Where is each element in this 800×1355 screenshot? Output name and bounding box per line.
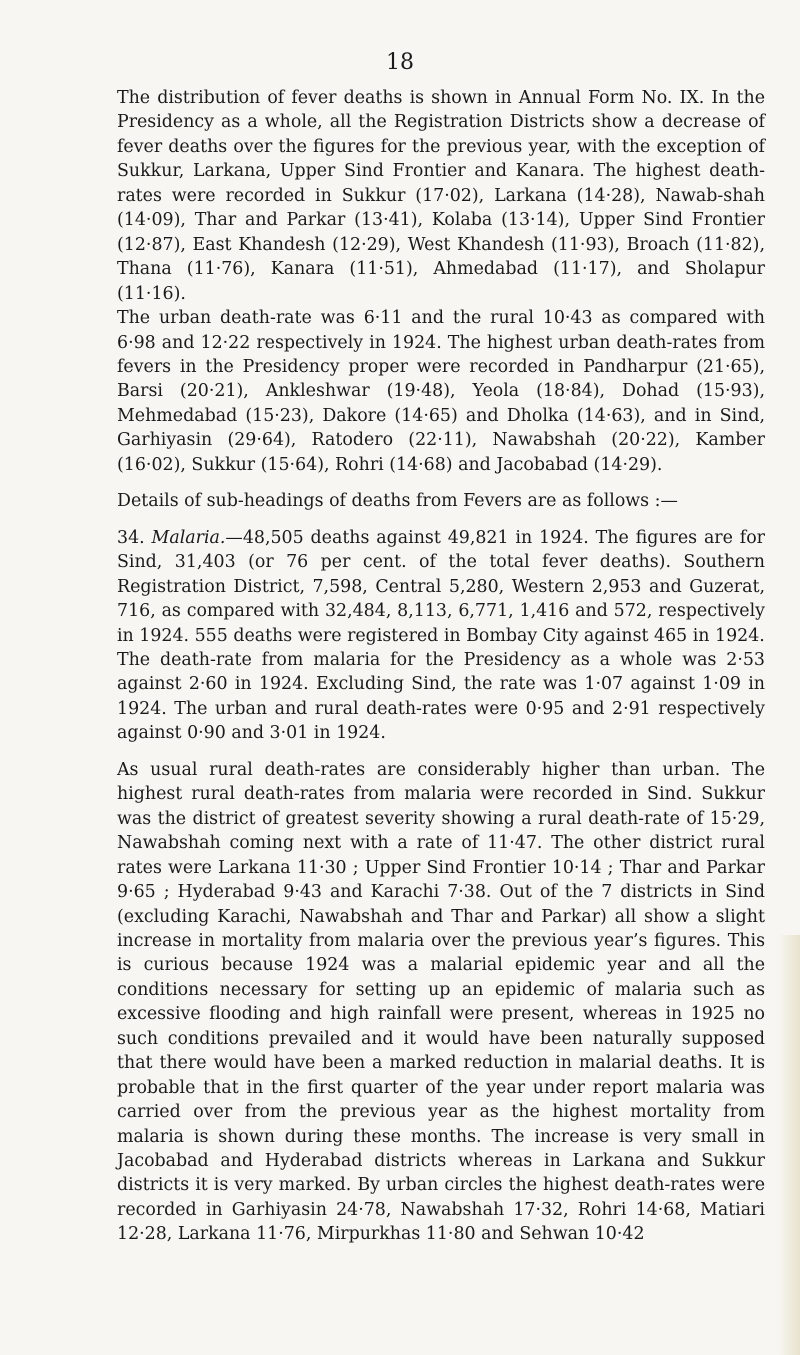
- report-body: [117, 86, 765, 1247]
- paragraph-fever-distribution: The distribution of fever deaths is shown in Annual Form No. IX. In the Presidency as a whole, all the Registration Districts show a decrease of fever deaths over the figures for the previous year, with the exception of Sukkur, Larkana, Upper Sind Frontier and Kanara. The highest death-rates were recorded in Sukkur (17·02), Larkana (14·28), Nawab-shah (14·09), Thar and Parkar (13·41), Kolaba (13·14), Upper Sind Frontier (12·87), East Khandesh (12·29), West Khandesh (11·93), Broach (11·82), Thana (11·76), Kanara (11·51), Ahmedabad (11·17), and Sholapur (11·16).: [117, 88, 765, 304]
- paragraph-malaria-death-rate: The death-rate from malaria for the Presidency as a whole was 2·53 against 2·60 in 1924. Excluding Sind, the rate was 1·07 against 1·09 in 1924. The urban and rural death-rates were 0·95 and 2·91 respectively against 0·90 and 3·01 in 1924.: [117, 649, 765, 744]
- malaria-heading: Malaria.: [151, 527, 226, 548]
- section-number: 34.: [117, 527, 145, 548]
- paragraph-rural-rates: As usual rural death-rates are considerably higher than urban. The highest rural death-rates from malaria were recorded in Sind. Sukkur was the district of greatest severity showing a rural death-rate of 15·29, Nawabshah coming next with a rate of 11·47. The other district rural rates were Larkana 11·30 ; Upper Sind Frontier 10·14 ; Thar and Parkar 9·65 ; Hyderabad 9·43 and Karachi 7·38. Out of the 7 districts in Sind (excluding Karachi, Nawabshah and Thar and Parkar) all show a slight increase in mortality from malaria over the previous year’s figures. This is curious because 1924 was a malarial epidemic year and all the conditions necessary for setting up an epidemic of malaria such as excessive flooding and high rainfall were present, whereas in 1925 no such conditions prevailed and it would have been naturally supposed that there would have been a marked reduction in malarial deaths. It is probable that in the first quarter of the year under report malaria was carried over from the previous year as the highest mortality from malaria is shown during these months. The increase is very small in Jacobabad and Hyderabad districts whereas in Larkana and Sukkur districts it is very marked. By urban circles the highest death-rates were recorded in Garhiyasin 24·78, Nawabshah 17·32, Rohri 14·68, Matiari 12·28, Larkana 11·76, Mirpurkhas 11·80 and Sehwan 10·42: [117, 759, 765, 1245]
- malaria-text: —48,505 deaths against 49,821 in 1924. The figures are for Sind, 31,403 (or 76 per cent. of the total fever deaths). Southern Registration District, 7,598, Central 5,280, Western 2,953 and Guzerat, 716, as compared with 32,484, 8,113, 6,771, 1,416 and 572, respectively in 1924. 555 deaths were registered in Bombay City against 465 in 1924.: [117, 527, 765, 646]
- paragraph-malaria: [117, 526, 765, 648]
- page-number: 18: [386, 50, 414, 75]
- paragraph-subheadings-intro: Details of sub-headings of deaths from Fevers are as follows :—: [117, 491, 678, 512]
- page-edge-shadow: [778, 935, 800, 1355]
- paragraph-urban-rural-rates: The urban death-rate was 6·11 and the rural 10·43 as compared with 6·98 and 12·22 respectively in 1924. The highest urban death-rates from fevers in the Presidency proper were recorded in Pandharpur (21·65), Barsi (20·21), Ankleshwar (19·48), Yeola (18·84), Dohad (15·93), Mehmedabad (15·23), Dakore (14·65) and Dholka (14·63), and in Sind, Garhiyasin (29·64), Ratodero (22·11), Nawabshah (20·22), Kamber (16·02), Sukkur (15·64), Rohri (14·68) and Jacobabad (14·29).: [117, 308, 765, 475]
